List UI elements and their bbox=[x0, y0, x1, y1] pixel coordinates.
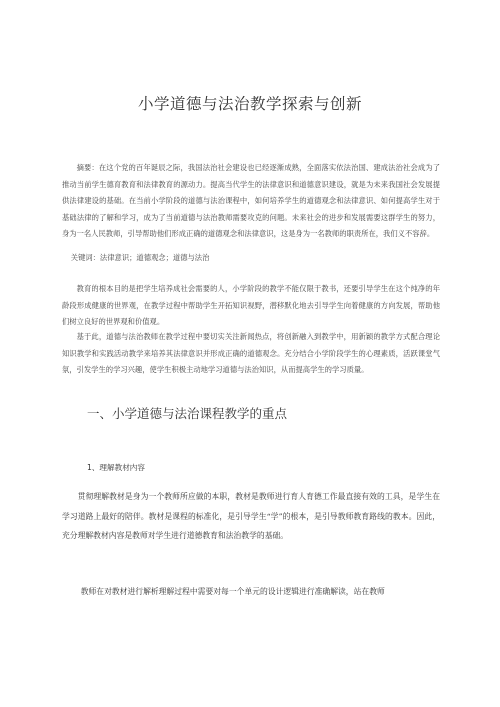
intro-paragraph-2: 基于此，道德与法治教师在教学过程中要切实关注新闻热点，将创新融入到教学中，用新颖的教学方式配合理论知识教学和实践活动教学来培养其法律意识并形成正确的道德观念。充分结合小学阶段学生的心理素质，活跃课堂气氛，引发学生的学习兴趣，使学生积极主动地学习道德与法治知识，从而提高学生的学习质量。 bbox=[62, 332, 440, 375]
intro-paragraph-1: 教育的根本目的是把学生培养成社会需要的人，小学阶段的教学不能仅限于教书，还要引导学生在这个纯净的年龄段形成健康的世界观，在教学过程中帮助学生开拓知识视野，潜移默化地去引导学生向着健康的方向发展，帮助他们树立良好的世界观和价值观。 bbox=[62, 284, 440, 327]
abstract-paragraph: 摘要：在这个党的百年诞辰之际，我国法治社会建设也已经逐渐成熟，全面落实依法治国、建成法治社会成为了推动当前学生德育教育和法律教育的源动力。提高当代学生的法律意识和道德意识建设，就是为未来我国社会发展提供法律建设的基础。在当前小学阶段的道德与法治课程中，如何培养学生的道德观念和法律意识、如何提高学生对于基础法律的了解和学习，成为了当前道德与法治教师需要攻克的问题。未来社会的进步和发展需要这群学生的努力，身为一名人民教师，引导帮助他们形成正确的道德观念和法律意识，这是身为一名教师的职责所在，我们义不容辞。 bbox=[62, 163, 440, 239]
body-paragraph-2: 教师在对教材进行解析理解过程中需要对每一个单元的设计逻辑进行准确解读，站在教师 bbox=[80, 587, 385, 596]
subsection-heading-1: 1、理解教材内容 bbox=[87, 463, 145, 472]
document-title: 小学道德与法治教学探索与创新 bbox=[137, 95, 362, 113]
keywords-line: 关键词：法律意识；道德观念；道德与法治 bbox=[70, 253, 210, 262]
body-paragraph-1: 贯彻理解教材是身为一个教师所应做的本职，教材是教师进行育人育德工作最直接有效的工具，是学生在学习道路上最好的陪伴。教材是课程的标准化，是引导学生“学”的根本，是引导教师教育路线的教本。因此，充分理解教材内容是教师对学生进行道德教育和法治教学的基础。 bbox=[62, 492, 440, 540]
section-heading-1: 一、小学道德与法治课程教学的重点 bbox=[87, 406, 288, 421]
